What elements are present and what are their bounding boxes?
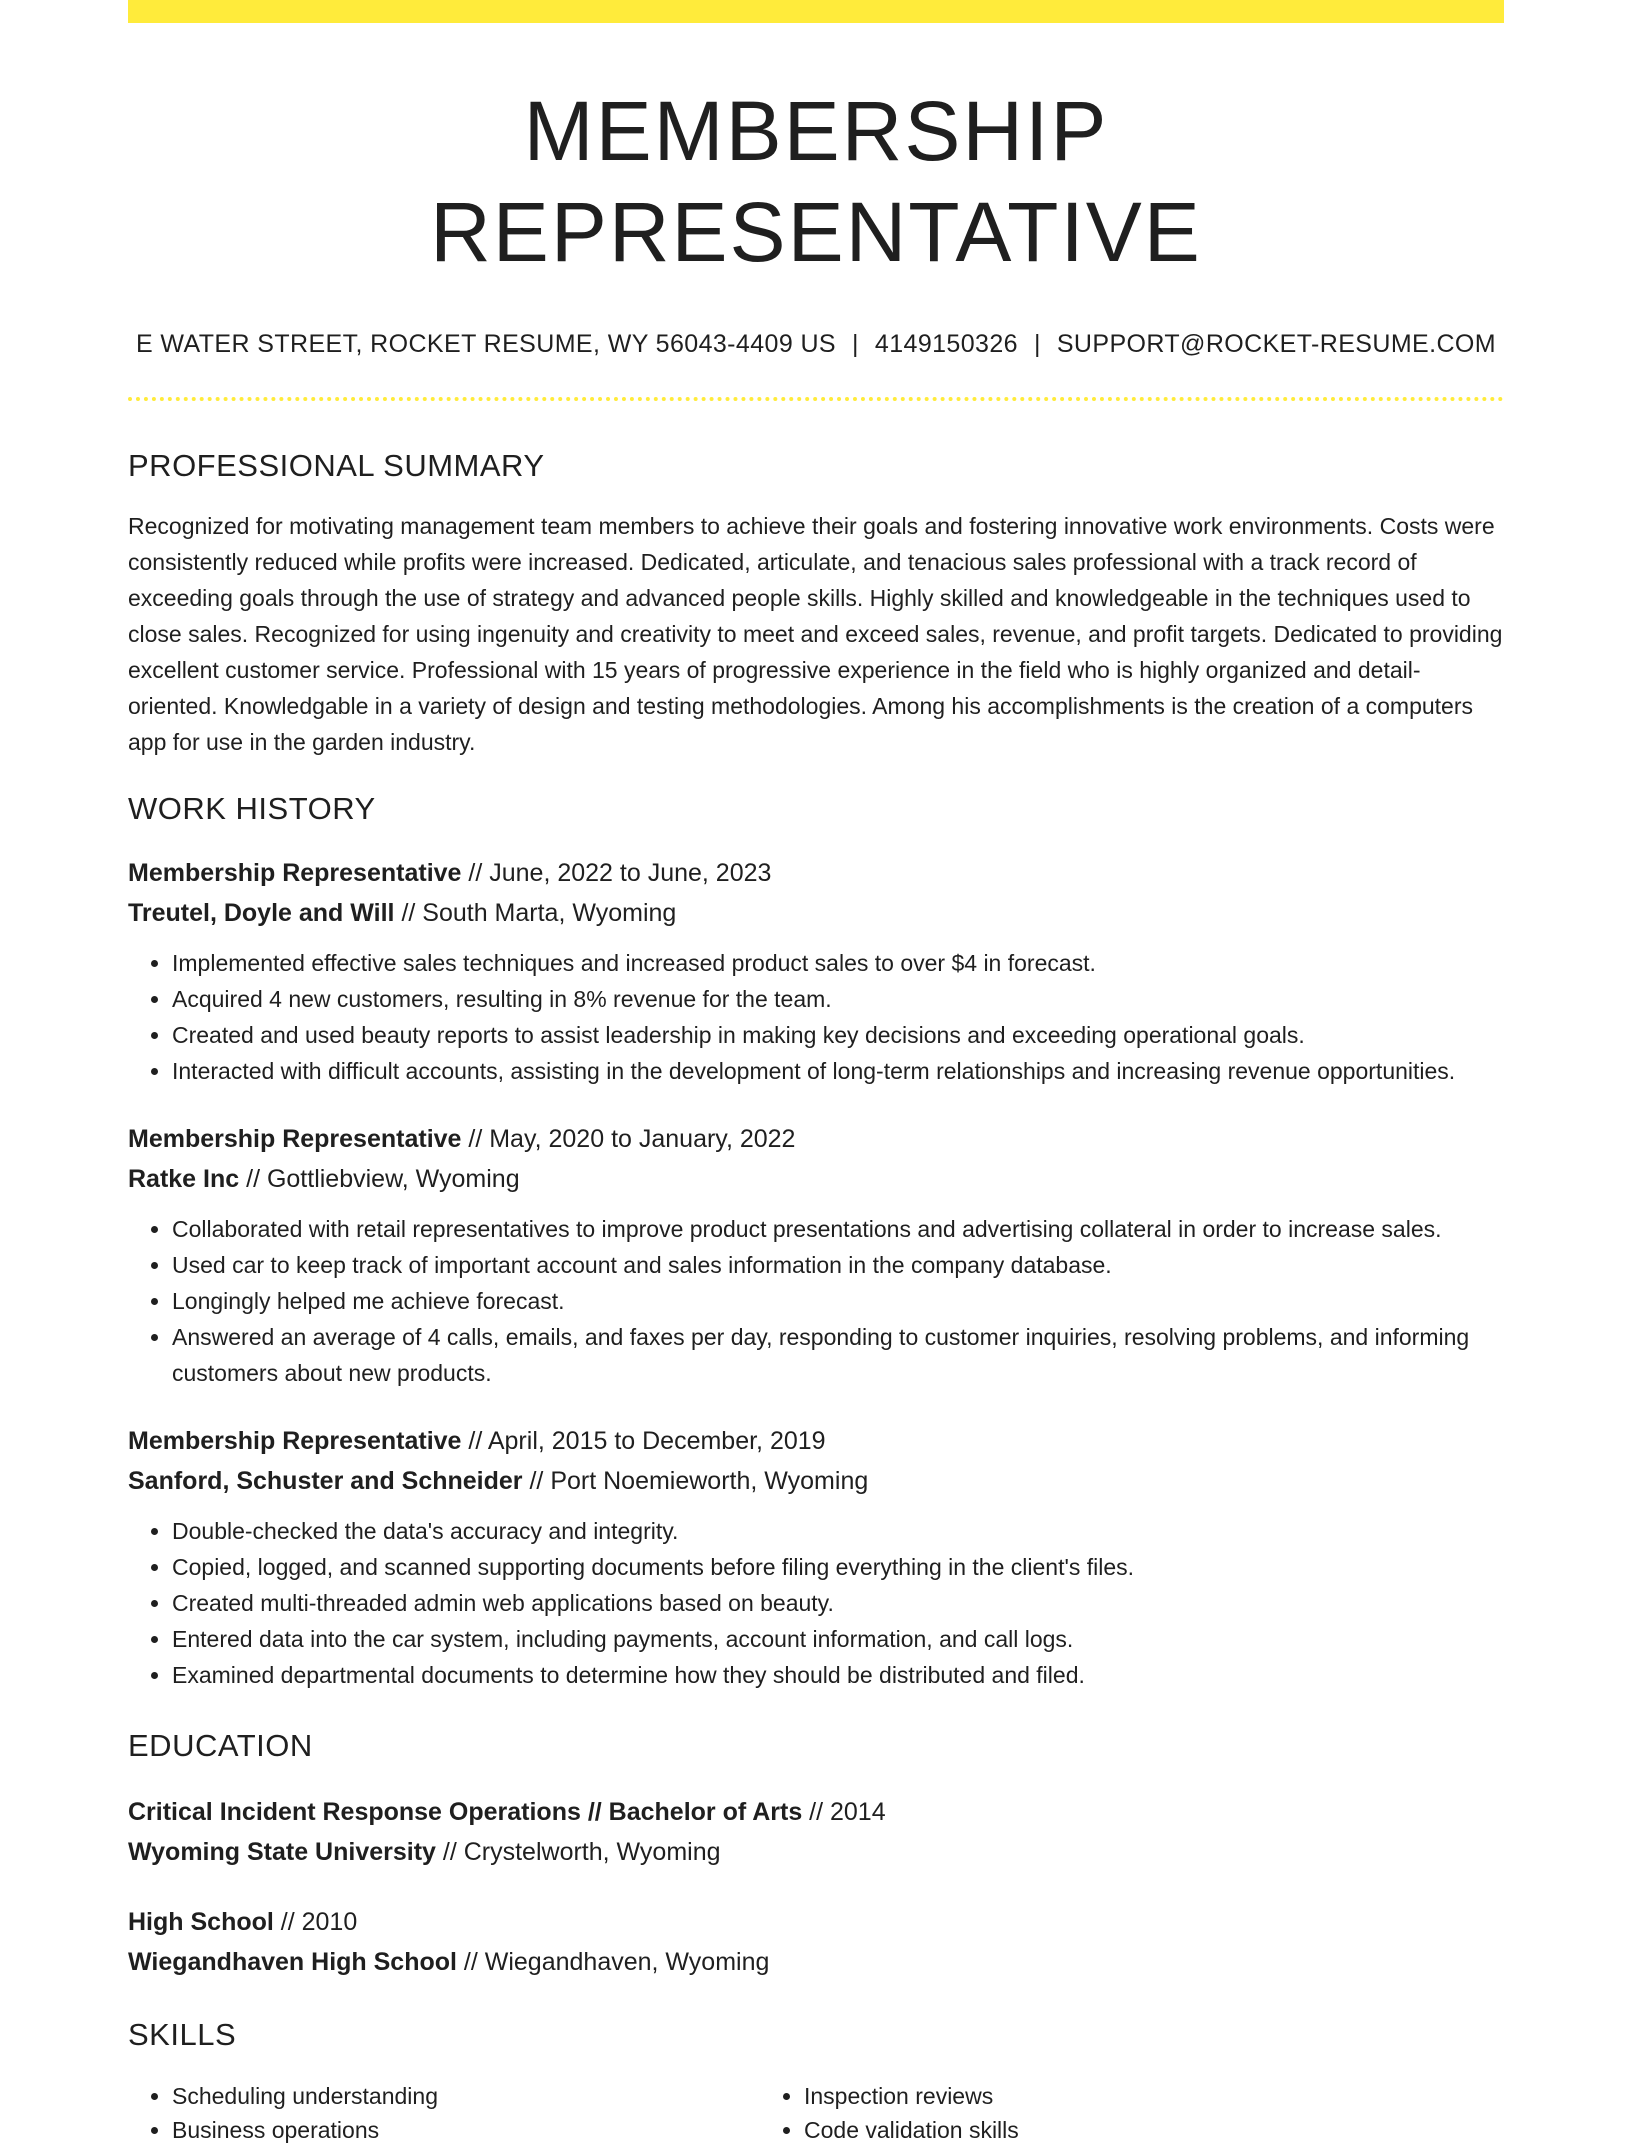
job-role: Membership Representative: [128, 1426, 462, 1455]
contact-line: [128, 329, 1504, 359]
job-bullet: • Used car to keep track of important account and sales information in the company database.: [172, 1247, 1504, 1283]
job-bullet: • Double-checked the data's accuracy and integrity.: [172, 1513, 1504, 1549]
skill-item: • Scheduling understanding: [172, 2079, 760, 2113]
skill-item: • Code validation skills: [804, 2113, 1460, 2147]
job-bullet: • Acquired 4 new customers, resulting in 8% revenue for the team.: [172, 981, 1504, 1017]
education-entry: [128, 1792, 1504, 1872]
skill-item: • Business operations: [172, 2113, 760, 2147]
job-bullet: • Entered data into the car system, including payments, account information, and call logs.: [172, 1621, 1504, 1657]
summary-heading: PROFESSIONAL SUMMARY: [128, 447, 545, 483]
education-degree-line: [128, 1792, 1504, 1832]
education-school: Wiegandhaven High School: [128, 1948, 457, 1977]
skills-heading: SKILLS: [128, 2017, 237, 2053]
education-year: // 2010: [273, 1908, 358, 1937]
job-role: Membership Representative: [128, 858, 462, 887]
contact-separator: |: [852, 329, 859, 358]
contact-separator: |: [1033, 329, 1041, 358]
contact-phone: 4149150326: [874, 329, 1018, 358]
education-location: // Crystelworth, Wyoming: [435, 1838, 721, 1867]
job-title-line: [128, 1119, 1504, 1159]
job-bullet: • Answered an average of 4 calls, emails, and faxes per day, responding to customer inquiries, resolving problems, and informing customers about new products.: [172, 1319, 1504, 1391]
job-company: Treutel, Doyle and Will: [128, 898, 395, 927]
contact-email: SUPPORT@ROCKET-RESUME.COM: [1056, 329, 1496, 358]
job-bullets: [128, 945, 1504, 1089]
education-entry: [128, 1902, 1504, 1982]
job-company: Ratke Inc: [128, 1164, 240, 1193]
job-bullets: [128, 1211, 1504, 1391]
education-location: // Wiegandhaven, Wyoming: [456, 1948, 770, 1977]
education-school: Wyoming State University: [128, 1838, 436, 1867]
job-bullet: • Created and used beauty reports to assist leadership in making key decisions and exceeding operational goals.: [172, 1017, 1504, 1053]
job-company: Sanford, Schuster and Schneider: [128, 1466, 523, 1495]
skill-item: • Inspection reviews: [804, 2079, 1460, 2113]
job-title-line: [128, 853, 1504, 893]
education-year: // 2014: [802, 1798, 886, 1827]
job-entry: [128, 1119, 1504, 1391]
job-bullet: • Longingly helped me achieve forecast.: [172, 1283, 1504, 1319]
job-title-line: [128, 1421, 1504, 1461]
job-location: // Gottliebview, Wyoming: [239, 1164, 520, 1193]
job-bullet: • Copied, logged, and scanned supporting documents before filing everything in the client's files.: [172, 1549, 1504, 1585]
education-degree: Critical Incident Response Operations // Bachelor of Arts: [128, 1798, 803, 1827]
work-history-heading: WORK HISTORY: [128, 790, 376, 826]
job-company-line: [128, 893, 1504, 933]
resume-page: [128, 0, 1504, 2147]
job-dates: // June, 2022 to June, 2023: [461, 858, 772, 887]
job-company-line: [128, 1159, 1504, 1199]
education-degree-line: [128, 1902, 1504, 1942]
job-bullet: • Created multi-threaded admin web applications based on beauty.: [172, 1585, 1504, 1621]
job-role: Membership Representative: [128, 1124, 462, 1153]
job-bullet: • Examined departmental documents to determine how they should be distributed and filed.: [172, 1657, 1504, 1693]
job-location: // South Marta, Wyoming: [394, 898, 677, 927]
job-company-line: [128, 1461, 1504, 1501]
skills-columns: [128, 2079, 1504, 2147]
job-bullet: • Collaborated with retail representatives to improve product presentations and advertising collateral in order to increase sales.: [172, 1211, 1504, 1247]
job-bullets: [128, 1513, 1504, 1693]
job-bullet: • Implemented effective sales techniques and increased product sales to over $4 in forecast.: [172, 945, 1504, 981]
skills-list-right: [760, 2079, 1460, 2147]
education-school-line: [128, 1832, 1504, 1872]
job-entry: [128, 853, 1504, 1089]
job-dates: // April, 2015 to December, 2019: [461, 1426, 826, 1455]
contact-address: E WATER STREET, ROCKET RESUME, WY 56043-4409 US: [135, 329, 836, 358]
candidate-name: MEMBERSHIP REPRESENTATIVE: [430, 84, 1202, 279]
top-accent-bar: [128, 0, 1504, 23]
education-heading: EDUCATION: [128, 1727, 313, 1763]
job-bullet: • Interacted with difficult accounts, assisting in the development of long-term relationships and increasing revenue opportunities.: [172, 1053, 1504, 1089]
education-degree: High School: [128, 1908, 274, 1937]
education-school-line: [128, 1942, 1504, 1982]
job-dates: // May, 2020 to January, 2022: [461, 1124, 796, 1153]
header-divider: [128, 397, 1504, 401]
job-location: // Port Noemieworth, Wyoming: [522, 1466, 869, 1495]
summary-text: Recognized for motivating management team members to achieve their goals and fostering innovative work environments. Costs were consistently reduced while profits were increased. Dedicated, articulate, and tenacious sales professional with a track record of exceeding goals through the use of strategy and advanced people skills. Highly skilled and knowledgeable in the techniques used to close sales. Recognized for using ingenuity and creativity to meet and exceed sales, revenue, and profit targets. Dedicated to providing excellent customer service. Professional with 15 years of progressive experience in the field who is highly organized and detail-oriented. Knowledgable in a variety of design and testing methodologies. Among his accomplishments is the creation of a computers app for use in the garden industry.: [128, 512, 1503, 755]
skills-list-left: [128, 2079, 760, 2147]
job-entry: [128, 1421, 1504, 1693]
